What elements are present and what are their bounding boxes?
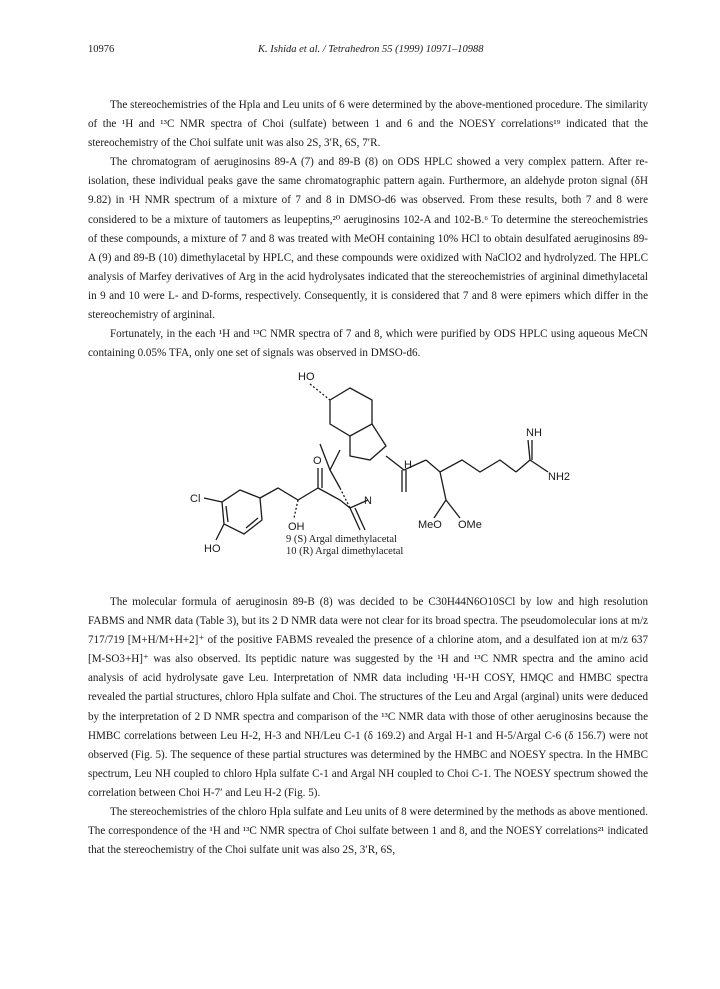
page-number: 10976	[88, 44, 115, 55]
figure-caption	[286, 534, 403, 558]
label-HO-bottom: HO	[204, 543, 221, 555]
label-OH: OH	[288, 521, 305, 533]
body-text-bottom	[88, 593, 648, 860]
label-OMe: OMe	[458, 519, 482, 531]
label-NH2: NH2	[548, 471, 570, 483]
paragraph: Fortunately, in the each ¹H and ¹³C NMR spectra of 7 and 8, which were purified by ODS HPLC using aqueous MeCN containing 0.05% TFA, only one set of signals was observed in DMSO-d6.	[88, 328, 648, 360]
running-header	[88, 44, 648, 60]
label-Cl: Cl	[190, 493, 201, 505]
paragraph: The molecular formula of aeruginosin 89-B (8) was decided to be C30H44N6O10SCl by low and high resolution FABMS and NMR data (Table 3), but its 2 D NMR data were not clear for its broad spectra. The pseudomolecular ions at m/z 717/719 [M+H/M+H+2]⁺ of the positive FABMS revealed the presence of a chlorine atom, and a desulfated ion at m/z 637 [M-SO3+H]⁺ was also observed. Its peptidic nature was suggested by the ¹H and ¹³C NMR spectra and the amino acid analysis of acid hydrolysate gave Leu. Interpretation of NMR data including ¹H-¹H COSY, HMQC and HMBC spectra revealed the partial structures, chloro Hpla sulfate and Choi. The structures of the Leu and Argal (arginal) units were deduced by the interpretation of 2 D NMR spectra and comparison of the ¹³C NMR data with those of other aeruginosins because the HMBC correlations between Leu H-2, H-3 and NH/Leu C-1 (δ 169.2) and Argal H-1 and H-5/Argal C-6 (δ 156.7) were not observed (Fig. 5). The sequence of these partial structures was determined by the HMBC and NOESY spectra. In the HMBC spectrum, Leu NH coupled to chloro Hpla sulfate C-1 and Argal NH coupled to Choi C-1. The NOESY spectrum showed the correlation between Choi H-7′ and Leu H-2 (Fig. 5).	[88, 596, 648, 799]
label-HO-top: HO	[298, 371, 315, 383]
paragraph: The chromatogram of aeruginosins 89-A (7) and 89-B (8) on ODS HPLC showed a very complex pattern. After re-isolation, these individual peaks gave the same chromatographic pattern again. Furthermore, an aldehyde proton signal (δH 9.82) in ¹H NMR spectrum of a mixture of 7 and 8 in DMSO-d6 was observed. From these results, both 7 and 8 were considered to be a mixture of tautomers as leupeptins,²⁰ aeruginosins 102-A and 102-B.⁶ To determine the stereochemistries of these compounds, a mixture of 7 and 8 was treated with MeOH containing 10% HCl to obtain desulfated aeruginosins 89-A (9) and 89-B (10) dimethylacetal by HPLC, and these compounds were oxidized with NaClO2 and hydrolyzed. The HPLC analysis of Marfey derivatives of Arg in the acid hydrolysates indicated that the stereochemistries of argininal dimethylacetal in 9 and 10 were L- and D-forms, respectively. Consequently, it is considered that 7 and 8 were epimers which differ in the stereochemistry of argininal.	[88, 156, 648, 322]
journal-citation: K. Ishida et al. / Tetrahedron 55 (1999) 10971–10988	[258, 44, 484, 55]
body-text-top	[88, 96, 648, 363]
paragraph: The stereochemistries of the Hpla and Leu units of 6 were determined by the above-mentioned procedure. The similarity of the ¹H and ¹³C NMR spectra of Choi (sulfate) between 1 and 6 and the NOESY correlations¹⁹ indicated that the stereochemistry of the Choi sulfate unit was also 2S, 3′R, 6S, 7′R.	[88, 99, 648, 150]
label-O-1: O	[313, 455, 322, 467]
label-NH: NH	[526, 427, 542, 439]
label-H: H	[404, 459, 412, 471]
label-MeO: MeO	[418, 519, 442, 531]
paragraph: The stereochemistries of the chloro Hpla sulfate and Leu units of 8 were determined by the methods as above mentioned. The correspondence of the ¹H and ¹³C NMR spectra of Choi sulfate between 1 and 8, and the NOESY correlations²¹ indicated that the stereochemistry of the Choi sulfate unit was also 2S, 3′R, 6S,	[88, 806, 648, 857]
caption-line: 9 (S) Argal dimethylacetal	[286, 534, 397, 545]
caption-line: 10 (R) Argal dimethylacetal	[286, 546, 404, 557]
label-N-1: N	[364, 495, 372, 507]
